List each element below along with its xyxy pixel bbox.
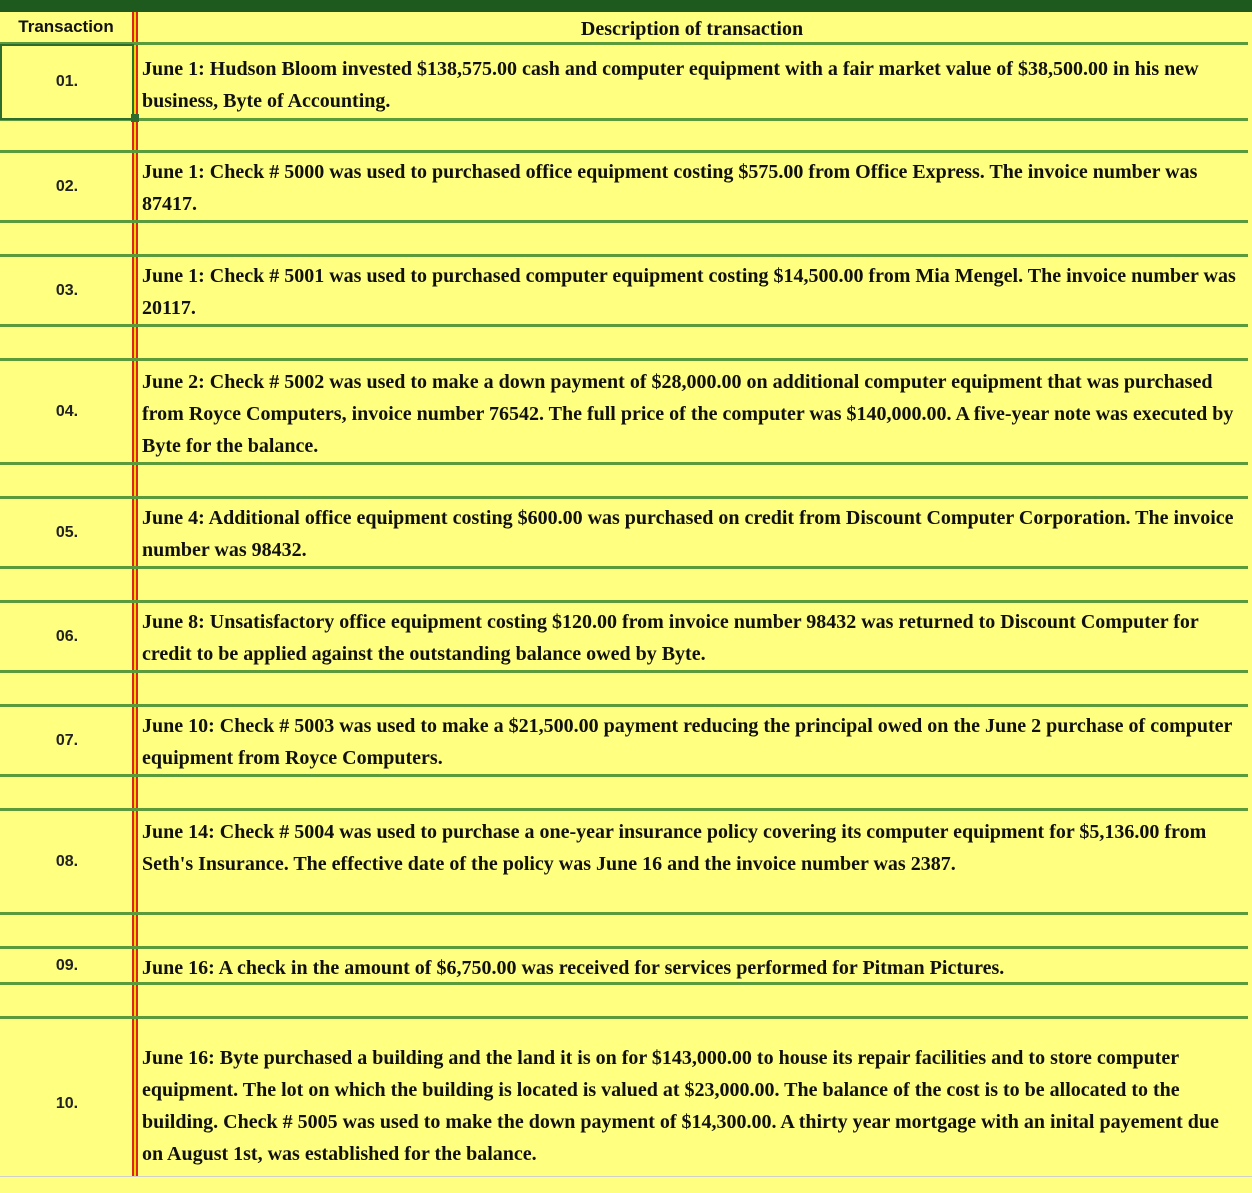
grid-line	[0, 808, 1248, 811]
transaction-description-cell[interactable]: June 14: Check # 5004 was used to purchase a one-year insurance policy covering its computer equipment for $5,136.00 from Seth's Insurance. The effective date of the policy was June 16 and the invoice number was 2387.	[142, 821, 1207, 875]
transaction-id-cell[interactable]: 07.	[55, 732, 79, 749]
transaction-id-cell[interactable]: 08.	[55, 853, 79, 870]
bottom-row-strip	[0, 1176, 1252, 1193]
grid-line	[0, 462, 1248, 465]
fill-handle[interactable]	[131, 114, 139, 122]
grid-line	[0, 600, 1248, 603]
grid-line	[0, 150, 1248, 153]
transaction-id-cell[interactable]: 03.	[55, 282, 79, 299]
grid-line	[0, 358, 1248, 361]
transaction-id-cell[interactable]: 02.	[55, 178, 79, 195]
grid-line	[0, 220, 1248, 223]
grid-line	[0, 774, 1248, 777]
grid-line	[0, 42, 1248, 45]
transaction-description-cell[interactable]: June 10: Check # 5003 was used to make a $21,500.00 payment reducing the principal owed on the June 2 purchase of computer equipment from Royce Computers.	[142, 715, 1233, 769]
grid-line	[0, 324, 1248, 327]
grid-line	[0, 118, 1248, 121]
transaction-id-cell[interactable]: 06.	[55, 628, 79, 645]
grid-line	[0, 254, 1248, 257]
transaction-description-cell[interactable]: June 16: A check in the amount of $6,750.00 was received for services performed for Pitman Pictures.	[142, 957, 1005, 979]
transaction-description-cell[interactable]: June 16: Byte purchased a building and the land it is on for $143,000.00 to house its repair facilities and to store computer equipment. The lot on which the building is located is valued at $23,000.00. The balance of the cost is to be allocated to the building. Check # 5005 was used to make the down payment of $14,300.00. A thirty year mortgage with an inital payement due on August 1st, was established for the balance.	[142, 1047, 1219, 1165]
transaction-id-cell[interactable]: 01.	[2, 46, 132, 118]
grid-line	[0, 704, 1248, 707]
transaction-description-cell[interactable]: June 8: Unsatisfactory office equipment costing $120.00 from invoice number 98432 was returned to Discount Computer for credit to be applied against the outstanding balance owed by Byte.	[142, 611, 1199, 665]
transaction-description-cell[interactable]: June 1: Check # 5000 was used to purchased office equipment costing $575.00 from Office Express. The invoice number was 87417.	[142, 161, 1198, 215]
transaction-description-cell[interactable]: June 1: Hudson Bloom invested $138,575.00 cash and computer equipment with a fair market value of $38,500.00 in his new business, Byte of Accounting.	[142, 58, 1199, 112]
transaction-id-cell[interactable]: 09.	[55, 957, 79, 974]
header-transaction: Transaction	[18, 17, 114, 36]
grid-line	[0, 670, 1248, 673]
transaction-description-cell[interactable]: June 4: Additional office equipment costing $600.00 was purchased on credit from Discount Computer Corporation. The invoice number was 98432.	[142, 507, 1234, 561]
transaction-id-cell[interactable]: 05.	[55, 524, 79, 541]
grid-line	[0, 912, 1248, 915]
transaction-description-cell[interactable]: June 2: Check # 5002 was used to make a down payment of $28,000.00 on additional computer equipment that was purchased from Royce Computers, invoice number 76542. The full price of the computer was $140,000.00. A five-year note was executed by Byte for the balance.	[142, 371, 1234, 457]
transaction-id-cell[interactable]: 04.	[55, 403, 79, 420]
grid-line	[0, 946, 1248, 949]
transaction-id-cell[interactable]: 10.	[55, 1095, 79, 1112]
top-frame-bar	[0, 0, 1252, 12]
grid-line	[0, 1016, 1248, 1019]
grid-line	[0, 566, 1248, 569]
transaction-description-cell[interactable]: June 1: Check # 5001 was used to purchased computer equipment costing $14,500.00 from Mia Mengel. The invoice number was 20117.	[142, 265, 1236, 319]
grid-line	[0, 496, 1248, 499]
header-description: Description of transaction	[580, 18, 804, 40]
spreadsheet-grid	[0, 12, 1252, 1192]
